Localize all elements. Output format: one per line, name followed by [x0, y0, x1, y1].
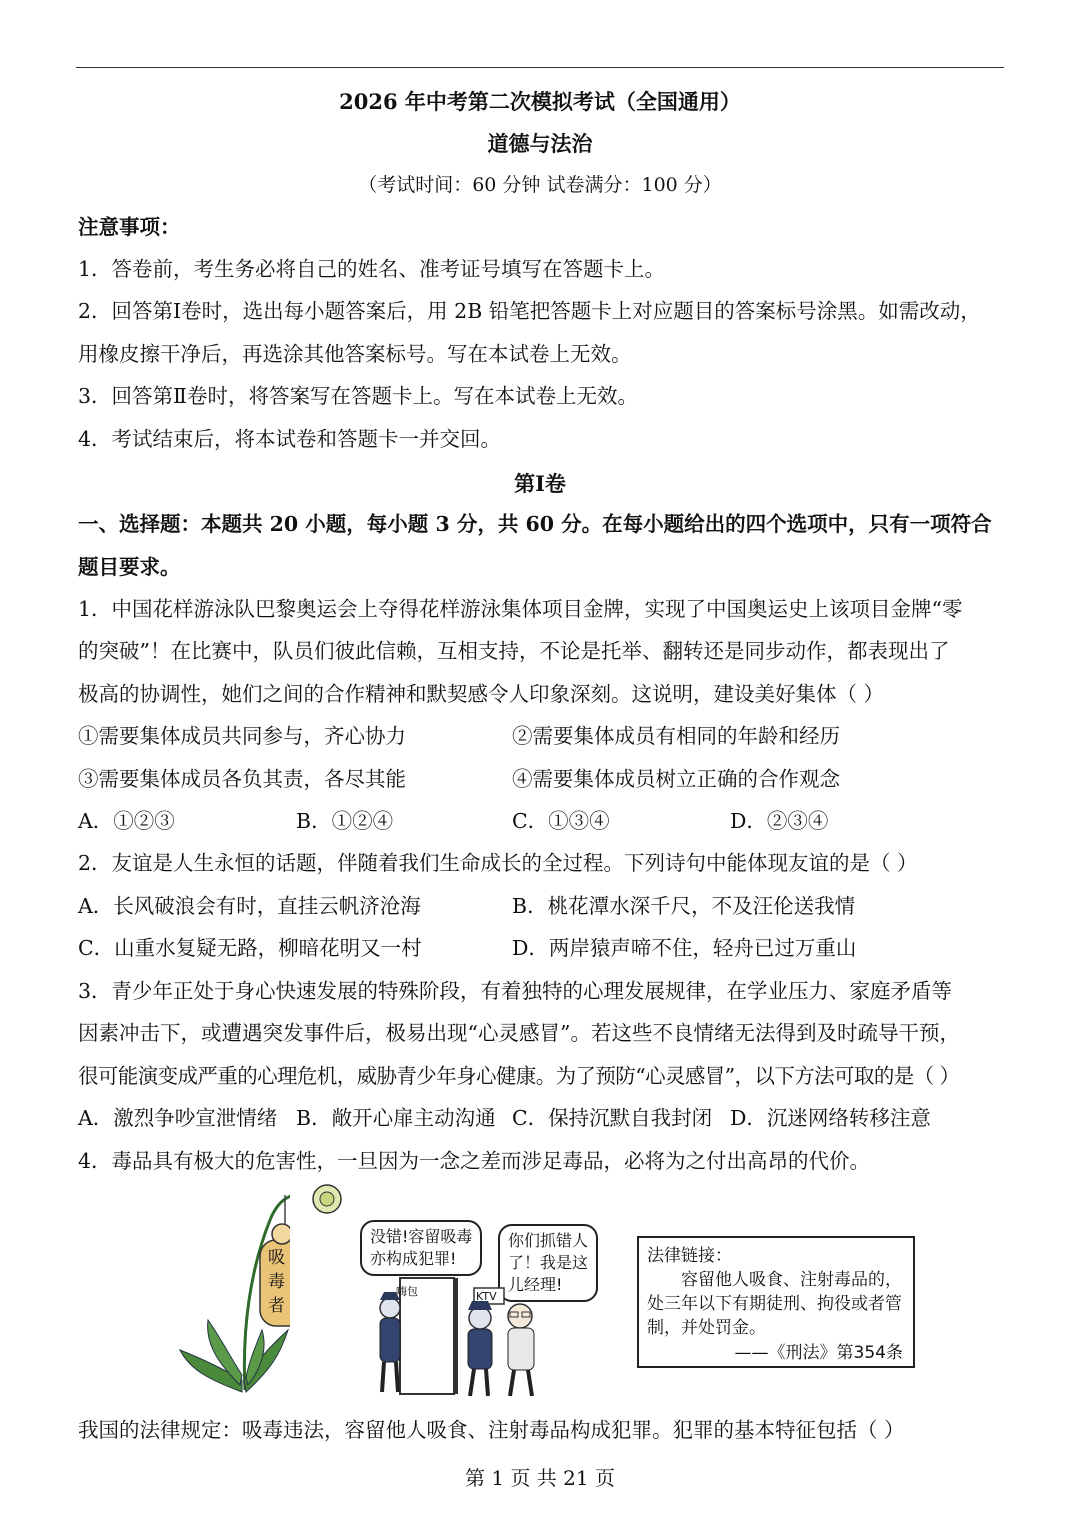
law-link-box	[637, 1236, 915, 1368]
volume-title: 第Ⅰ卷	[514, 471, 566, 496]
q1-option-c[interactable]: C．①③④	[512, 809, 610, 833]
exam-info: （考试时间：60 分钟 试卷满分：100 分）	[358, 174, 722, 196]
q2-option-d[interactable]: D．两岸猿声啼不住，轻舟已过万重山	[512, 936, 857, 960]
page-footer: 第 1 页 共 21 页	[465, 1466, 615, 1490]
q4-cartoon	[150, 1180, 930, 1405]
exam-title: 2026 年中考第二次模拟考试（全国通用）	[339, 89, 741, 114]
q1-stem-line: 1．中国花样游泳队巴黎奥运会上夺得花样游泳集体项目金牌，实现了中国奥运史上该项目金牌“零	[78, 597, 963, 621]
q3-option-d[interactable]: D．沉迷网络转移注意	[730, 1106, 931, 1130]
flower-label: 吸毒者	[268, 1248, 285, 1316]
q1-stem-line: 极高的协调性，她们之间的合作精神和默契感令人印象深刻。这说明，建设美好集体（ ）	[78, 682, 885, 706]
q1-option-d[interactable]: D．②③④	[730, 809, 829, 833]
notes-heading: 注意事项：	[78, 215, 181, 239]
q1-statement: ②需要集体成员有相同的年龄和经历	[512, 724, 840, 748]
law-link-source: ——《刑法》第354条	[734, 1343, 903, 1363]
q2-option-c[interactable]: C．山重水复疑无路，柳暗花明又一村	[78, 936, 422, 960]
section-instruction: 题目要求。	[78, 555, 181, 579]
q2-option-b[interactable]: B．桃花潭水深千尺，不及汪伦送我情	[512, 894, 856, 918]
ktv-sign: KTV	[476, 1290, 497, 1303]
q3-option-a[interactable]: A．激烈争吵宣泄情绪	[78, 1106, 278, 1130]
q1-option-b[interactable]: B．①②④	[296, 809, 394, 833]
flower-bud-icon	[310, 1182, 344, 1216]
notes-line: 3．回答第Ⅱ卷时，将答案写在答题卡上。写在本试卷上无效。	[78, 384, 638, 408]
section-instruction: 一、选择题：本题共 20 小题，每小题 3 分，共 60 分。在每小题给出的四个选项中，只有一项符合	[78, 512, 992, 536]
q3-option-b[interactable]: B．敞开心扉主动沟通	[296, 1106, 496, 1130]
notes-line: 4．考试结束后，将本试卷和答题卡一并交回。	[78, 427, 502, 451]
door-sign: 嗨包	[396, 1285, 418, 1298]
q3-stem-line: 很可能演变成严重的心理危机，威胁青少年身心健康。为了预防“心灵感冒”，以下方法可取的是（ ）	[78, 1064, 960, 1088]
notes-line: 用橡皮擦干净后，再选涂其他答案标号。写在本试卷上无效。	[78, 342, 632, 366]
q1-option-a[interactable]: A．①②③	[78, 809, 175, 833]
q2-option-a[interactable]: A．长风破浪会有时，直挂云帆济沧海	[78, 894, 421, 918]
q1-statement: ④需要集体成员树立正确的合作观念	[512, 767, 840, 791]
notes-line: 1．答卷前，考生务必将自己的姓名、准考证号填写在答题卡上。	[78, 257, 666, 281]
q1-statement: ①需要集体成员共同参与，齐心协力	[78, 724, 406, 748]
law-link-text: 容留他人吸食、注射毒品的，处三年以下有期徒刑、拘役或者管制，并处罚金。	[647, 1270, 902, 1338]
q3-stem-line: 3．青少年正处于身心快速发展的特殊阶段，有着独特的心理发展规律，在学业压力、家庭矛盾等	[78, 979, 953, 1003]
top-rule	[76, 67, 1004, 68]
q4-follow-text: 我国的法律规定：吸毒违法，容留他人吸食、注射毒品构成犯罪。犯罪的基本特征包括（ ）	[78, 1418, 905, 1442]
q2-stem: 2．友谊是人生永恒的话题，伴随着我们生命成长的全过程。下列诗句中能体现友谊的是（ ）	[78, 851, 918, 875]
subject-title: 道德与法治	[487, 131, 593, 156]
law-link-title: 法律链接：	[647, 1246, 732, 1266]
q1-statement: ③需要集体成员各负其责，各尽其能	[78, 767, 406, 791]
police-speech-bubble: 没错!容留吸毒 亦构成犯罪!	[360, 1220, 482, 1276]
manager-speech-bubble: 你们抓错人 了！我是这 儿经理!	[498, 1224, 598, 1302]
q1-stem-line: 的突破”！在比赛中，队员们彼此信赖，互相支持，不论是托举、翻转还是同步动作，都表现出了	[78, 639, 950, 663]
q4-stem: 4．毒品具有极大的危害性，一旦因为一念之差而涉足毒品，必将为之付出高昂的代价。	[78, 1149, 871, 1173]
q3-stem-line: 因素冲击下，或遭遇突发事件后，极易出现“心灵感冒”。若这些不良情绪无法得到及时疏导干预，	[78, 1021, 960, 1045]
notes-line: 2．回答第Ⅰ卷时，选出每小题答案后，用 2B 铅笔把答题卡上对应题目的答案标号涂黑。如需改动，	[78, 299, 981, 323]
q3-option-c[interactable]: C．保持沉默自我封闭	[512, 1106, 713, 1130]
